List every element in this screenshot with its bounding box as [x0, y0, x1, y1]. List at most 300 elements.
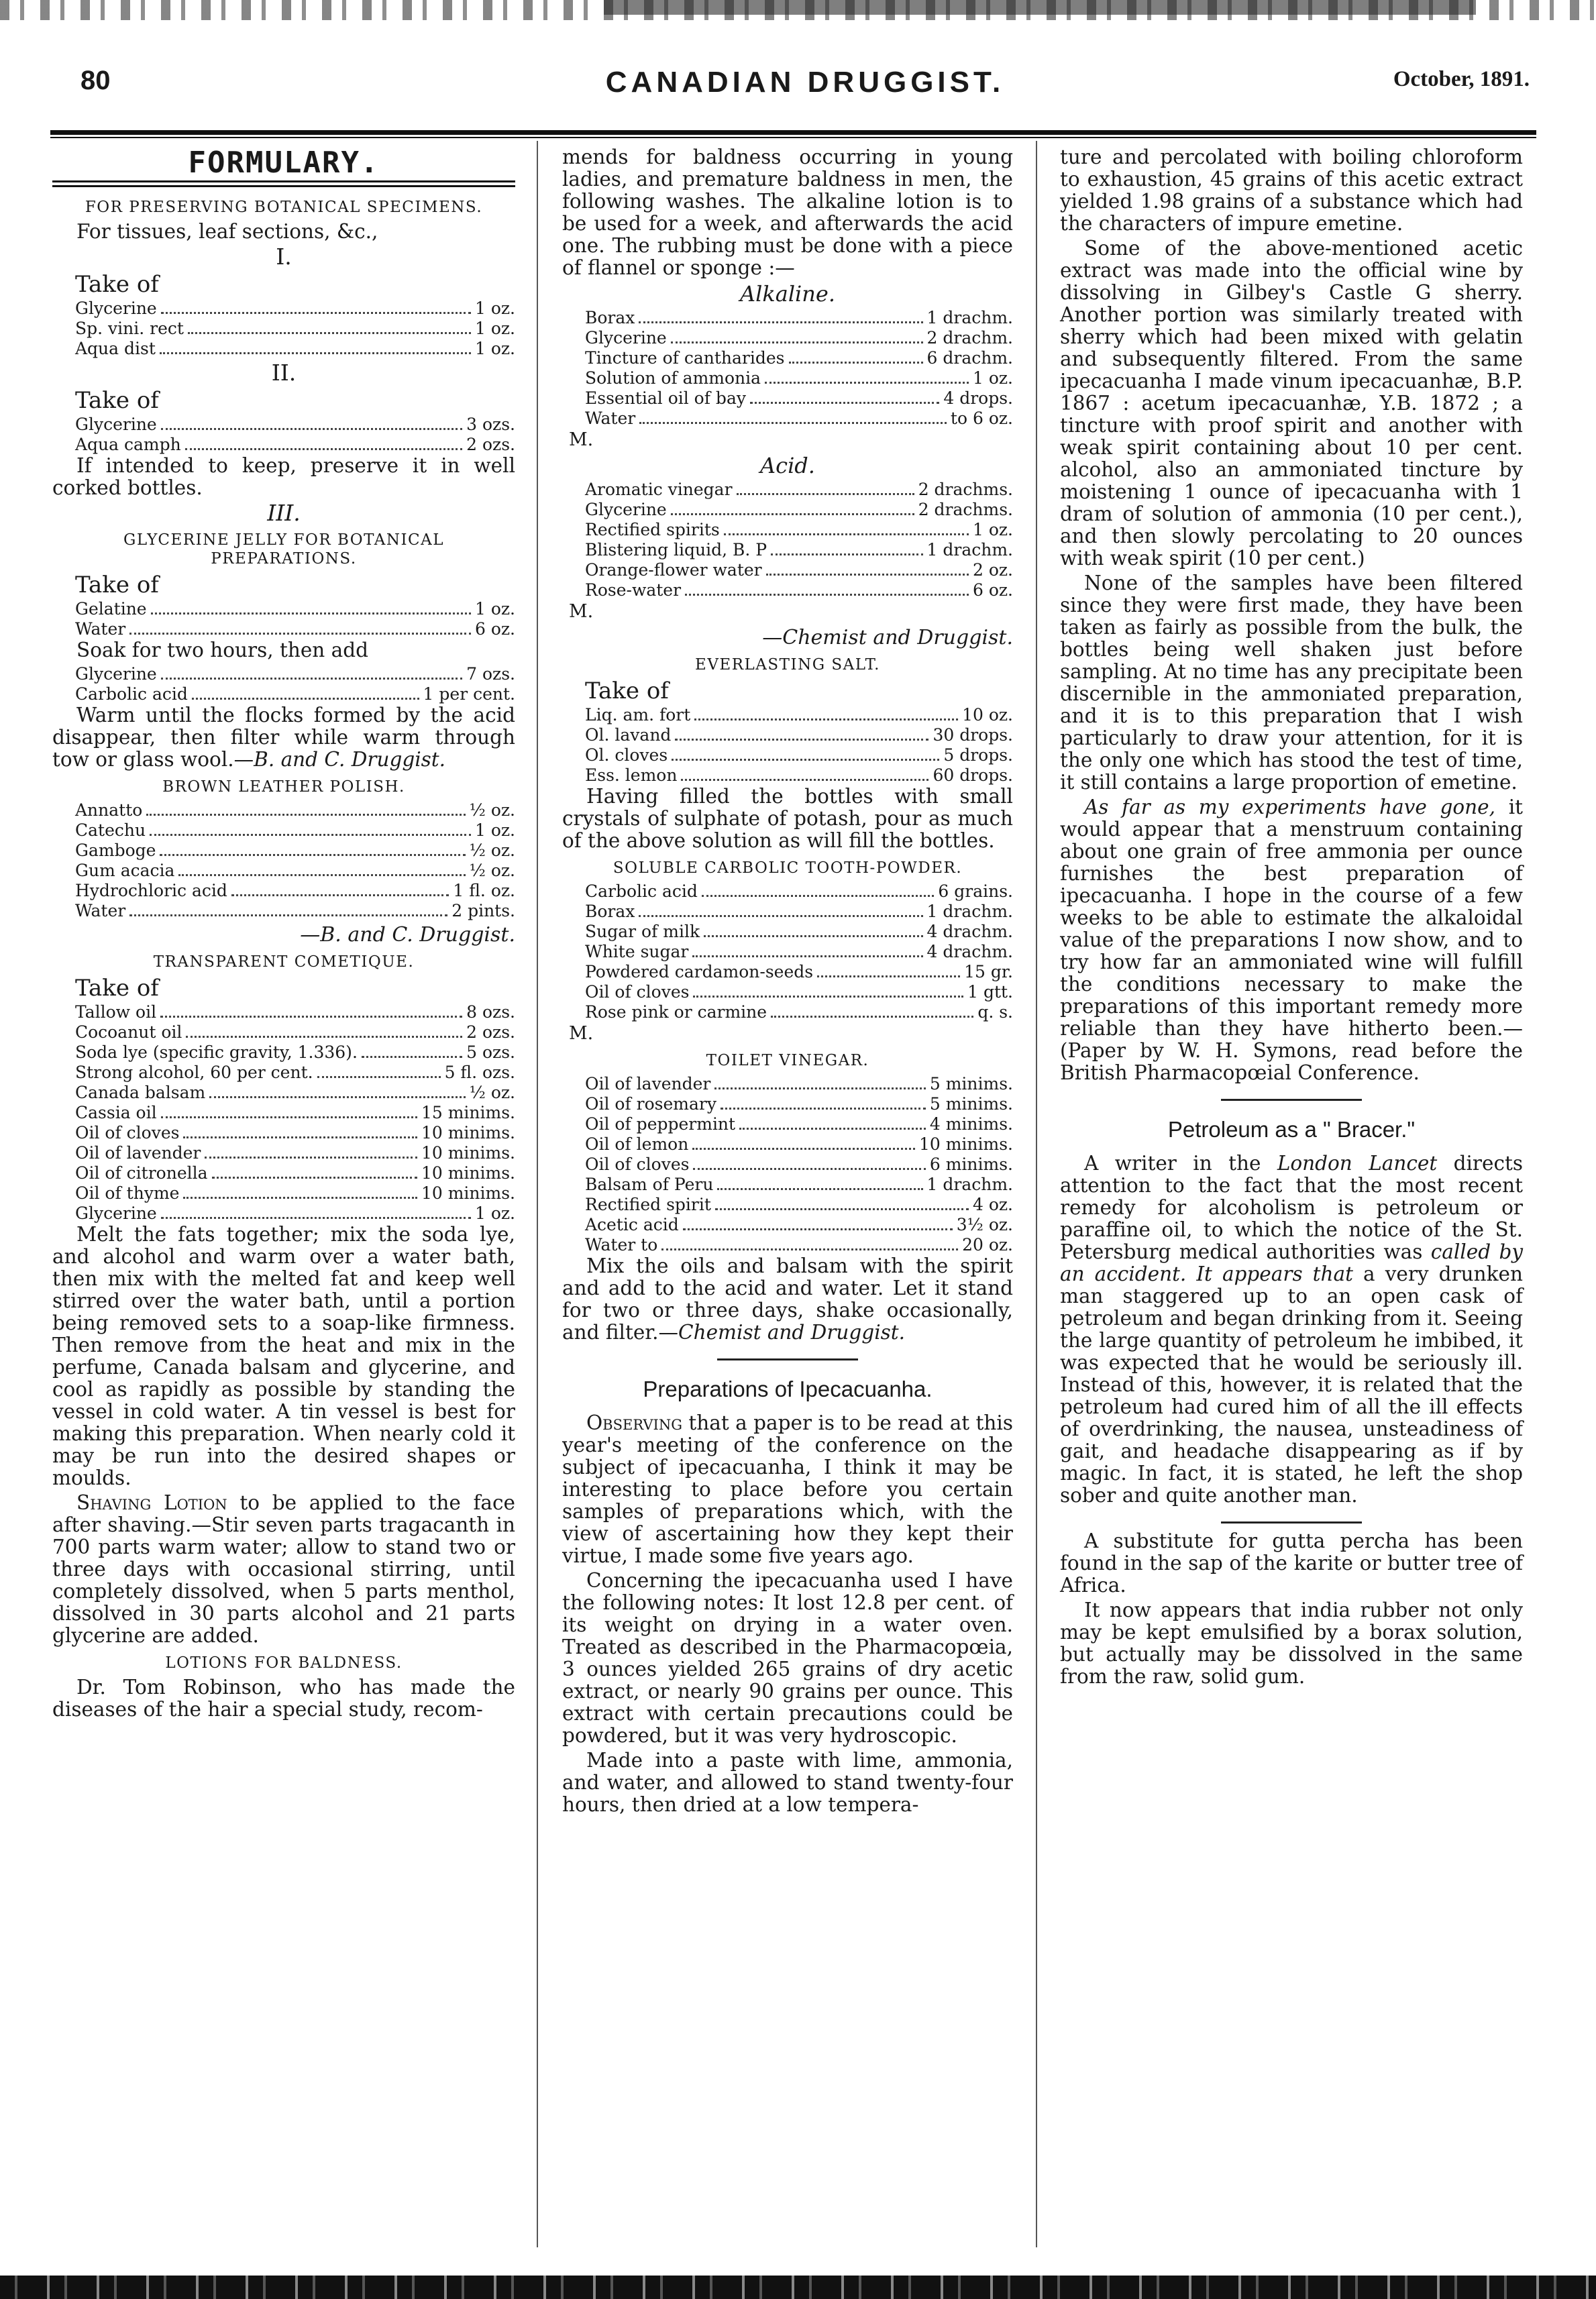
column-2 [562, 146, 1013, 1819]
text: A writer in the [1084, 1152, 1277, 1175]
ingredient-quantity: 20 oz. [962, 1235, 1013, 1254]
ingredient-quantity: 10 minims. [421, 1123, 515, 1142]
ingredient-row [585, 500, 1013, 520]
leader-dots [178, 874, 465, 876]
leader-dots [146, 814, 465, 816]
page-number: 80 [81, 66, 111, 95]
ingredient-quantity: q. s. [977, 1002, 1013, 1022]
paragraph: A substitute for gutta percha has been found in the sap of the karite or butter tree of Africa. [1060, 1530, 1523, 1597]
leader-dots [183, 1136, 417, 1138]
ingredient-quantity: ½ oz. [469, 1083, 515, 1102]
paragraph: Some of the above-mentioned acetic extract was made into the official wine by dissolving in Gilbey's Castle G sherry. Another portion was similarly treated with sherry which had been mixed with gelatin and subsequently filtered. From the same ipecacuanha I made vinum ipecacuanhæ, B.P. 1867 : acetum ipecacuanhæ, Y.B. 1872 ; a tincture with proof spirit and another with weak spirit containing about 10 per cent. alcohol, also an ammoniated tincture by moistening 1 ounce of ipecacuanha with 1 dram of solution of ammonia (10 per cent.), and then slowly percolating to 20 ounces with weak spirit (10 per cent.) [1060, 237, 1523, 570]
text: Mix the oils and balsam with the spirit and add to the acid and water. Let it stand for two or three days, shake occasionally, and filter.— [562, 1254, 1013, 1344]
paragraph: For tissues, leaf sections, &c., [76, 220, 378, 243]
ingredient-quantity: 60 drops. [933, 765, 1013, 785]
ingredient-name: Sp. vini. rect [75, 319, 184, 338]
ingredient-name: Powdered cardamon-seeds [585, 962, 814, 981]
ingredient-row [75, 684, 515, 704]
ingredient-name: Tincture of cantharides [585, 348, 785, 368]
paragraph: Soak for two hours, then add [76, 639, 369, 661]
paragraph [562, 1255, 1013, 1344]
issue-date: October, 1891. [1393, 67, 1530, 91]
ingredient-row [585, 308, 1013, 328]
ingredient-name: Canada balsam [75, 1083, 206, 1102]
ingredient-name: Glycerine [75, 299, 157, 318]
ingredient-row [585, 902, 1013, 922]
leader-dots [681, 779, 928, 781]
leader-dots [671, 513, 914, 515]
ingredient-name: Oil of lemon [585, 1134, 689, 1154]
ingredient-row [585, 745, 1013, 765]
ingredient-quantity: to 6 oz. [950, 409, 1013, 428]
divider [1221, 1099, 1362, 1101]
leader-dots [317, 1076, 441, 1078]
ingredient-quantity: 1 oz. [972, 520, 1013, 539]
ingredient-row [585, 922, 1013, 942]
leader-dots [183, 1197, 417, 1199]
leader-dots [672, 759, 939, 761]
ingredient-quantity: 1 drachm. [926, 540, 1013, 559]
ingredient-list [562, 881, 1013, 1022]
leader-dots [150, 834, 471, 836]
ingredient-quantity: 10 minims. [421, 1143, 515, 1163]
ingredient-quantity: 5 minims. [929, 1074, 1013, 1093]
ingredient-quantity: 4 minims. [929, 1114, 1013, 1134]
ingredient-name: Gum acacia [75, 861, 175, 880]
ingredient-name: Ol. cloves [585, 745, 668, 765]
leader-dots [683, 1228, 953, 1230]
leader-dots [212, 1177, 417, 1179]
ingredient-name: White sugar [585, 942, 689, 961]
double-rule [52, 180, 515, 187]
ingredient-quantity: ½ oz. [469, 800, 515, 820]
ingredient-quantity: 10 oz. [962, 705, 1013, 725]
ingredient-row [75, 1002, 515, 1022]
ingredient-name: Carbolic acid [585, 881, 698, 901]
leader-dots [161, 678, 462, 680]
text: a very drunken man staggered up to an open cask of petroleum and began drinking from it. Seeing the large quantity of petroleum he imbibed, it was expected that he would be seriously ill. Instead of this, however, it is related that the petroleum had cured him of all the ill effects of overdrinking, the nausea, unsteadiness of gait, and headache disappearing as if by magic. In fact, it is stated, he left the shop sober and quite another man. [1060, 1263, 1523, 1507]
ingredient-name: Oil of thyme [75, 1183, 180, 1203]
ingredient-row [585, 725, 1013, 745]
paragraph [52, 1492, 515, 1647]
ingredient-quantity: 1 gtt. [967, 982, 1013, 1002]
section-title: TRANSPARENT COMETIQUE. [153, 953, 415, 971]
paragraph: If intended to keep, preserve it in well corked bottles. [52, 454, 515, 499]
ingredient-row [585, 705, 1013, 725]
ingredient-name: Glycerine [75, 664, 157, 684]
paragraph: Concerning the ipecacuanha used I have the following notes: It lost 12.8 per cent. of its weight on drying in a water oven. Treated as described in the Pharmacopœia, 3 ounces yielded 265 grains of dry acetic extract, or nearly 90 grains per ounce. This extract with certain precautions could be powdered, but it was very hydroscopic. [562, 1569, 1013, 1747]
ingredient-quantity: 5 ozs. [466, 1042, 515, 1062]
section-title: EVERLASTING SALT. [695, 656, 880, 674]
leader-dots [129, 633, 471, 635]
leader-dots [694, 718, 958, 720]
ingredient-name: Liq. am. fort [585, 705, 691, 725]
ingredient-name: Oil of peppermint [585, 1114, 736, 1134]
ingredient-row [585, 1002, 1013, 1022]
ingredient-row [585, 580, 1013, 600]
leader-dots [161, 428, 462, 430]
ingredient-row [585, 348, 1013, 368]
ingredient-name: Ess. lemon [585, 765, 678, 785]
ingredient-row [585, 942, 1013, 962]
text: to be applied to the face after shaving.—Stir seven parts tragacanth in 700 parts warm water; allow to stand two or three days with occasional stirring, until completely dissolved, when 5 parts menthol, dissolved in 30 parts alcohol and 21 parts glycerine are added. [52, 1491, 515, 1647]
ingredient-row [75, 319, 515, 339]
text: that a paper is to be read at this year's meeting of the conference on the subject of ipecacuanha, I think it may be interesting to place before you certain samples of preparations which, with the view of ascertaining how they kept their virtue, I made some five years ago. [562, 1411, 1013, 1567]
ingredient-name: Rose pink or carmine [585, 1002, 767, 1022]
take-of: Take of [75, 387, 159, 414]
ingredient-row [585, 368, 1013, 388]
ingredient-name: Solution of ammonia [585, 368, 761, 388]
ingredient-row [585, 982, 1013, 1002]
header-rule [50, 130, 1536, 135]
ingredient-name: Orange-flower water [585, 560, 762, 580]
ingredient-name: Blistering liquid, B. P [585, 540, 767, 559]
ingredient-quantity: 30 drops. [933, 725, 1013, 745]
section-title: BROWN LEATHER POLISH. [162, 778, 405, 796]
leader-dots [693, 1168, 925, 1170]
ingredient-quantity: ½ oz. [469, 861, 515, 880]
ingredient-row [585, 328, 1013, 348]
ingredient-row [585, 1134, 1013, 1155]
leader-dots [231, 894, 449, 896]
ingredient-quantity: 2 oz. [972, 560, 1013, 580]
ingredient-row [585, 881, 1013, 902]
ingredient-row [585, 1155, 1013, 1175]
leader-dots [771, 553, 922, 555]
ingredient-quantity: 15 minims. [421, 1103, 515, 1122]
ingredient-name: Acetic acid [585, 1215, 679, 1234]
ingredient-quantity: 6 minims. [929, 1155, 1013, 1174]
header-rule-thin [50, 137, 1536, 138]
section-title: FOR PRESERVING BOTANICAL SPECIMENS. [85, 199, 483, 216]
ingredient-name: Rose-water [585, 580, 682, 600]
leader-dots [186, 1036, 462, 1038]
ingredient-name: Aromatic vinegar [585, 480, 733, 499]
ingredient-quantity: 5 drops. [943, 745, 1013, 765]
ingredient-quantity: 4 drachm. [926, 942, 1013, 961]
leader-dots [675, 739, 928, 741]
ingredient-name: Oil of citronella [75, 1163, 208, 1183]
ingredient-row [75, 299, 515, 319]
source-citation: —Chemist and Druggist. [762, 626, 1013, 649]
ingredient-row [75, 901, 515, 921]
ingredient-name: Carbolic acid [75, 684, 188, 704]
ingredient-row [585, 1094, 1013, 1114]
column-3 [1060, 146, 1523, 1691]
ingredient-name: Gamboge [75, 841, 156, 860]
paragraph: Melt the fats together; mix the soda lye, and alcohol and warm over a water bath, then mix with the melted fat and keep well stirred over the water bath, until a portion being removed sets to a soap-like firmness. Then remove from the heat and mix in the perfume, Canada balsam and glycerine, and cool as rapidly as possible by standing the vessel in cold water. A tin vessel is best for making this preparation. When nearly cold it may be run into the desired shapes or moulds. [52, 1223, 515, 1489]
ingredient-row [75, 1083, 515, 1103]
ingredient-row [585, 1175, 1013, 1195]
paragraph [52, 704, 515, 771]
take-of: Take of [75, 572, 159, 598]
divider [1221, 1521, 1362, 1523]
ingredient-quantity: 1 per cent. [423, 684, 515, 704]
ingredient-quantity: 15 gr. [964, 962, 1013, 981]
ingredient-quantity: 4 drachm. [926, 922, 1013, 941]
ingredient-quantity: 6 oz. [474, 619, 515, 639]
ingredient-row [75, 1183, 515, 1204]
ingredient-list [52, 800, 515, 921]
take-of: Take of [75, 271, 159, 298]
leader-dots [209, 1096, 465, 1098]
section-title: GLYCERINE JELLY FOR BOTANICAL PREPARATIONS. [123, 531, 445, 568]
leader-dots [704, 935, 922, 937]
ingredient-quantity: 2 pints. [451, 901, 515, 920]
ingredient-name: Oil of cloves [585, 982, 690, 1002]
leader-dots [151, 612, 471, 614]
leader-dots [739, 1128, 926, 1130]
ingredient-name: Gelatine [75, 599, 147, 619]
ingredient-name: Water [75, 901, 126, 920]
ingredient-row [75, 1103, 515, 1123]
ingredient-quantity: 3½ oz. [956, 1215, 1013, 1234]
leader-dots [717, 1188, 922, 1190]
ingredient-quantity: 6 oz. [972, 580, 1013, 600]
ingredient-name: Water [585, 409, 636, 428]
page-header [81, 66, 1530, 106]
ingredient-list [52, 415, 515, 455]
leader-dots [185, 448, 462, 450]
paragraph [562, 1412, 1013, 1567]
leader-dots [205, 1157, 417, 1159]
take-of: Take of [585, 678, 669, 704]
paragraph: Having filled the bottles with small crystals of sulphate of potash, pour as much of the above solution as will fill the bottles. [562, 785, 1013, 852]
ingredient-row [585, 388, 1013, 409]
ingredient-name: Oil of lavender [75, 1143, 201, 1163]
ingredient-row [585, 1114, 1013, 1134]
leader-dots [362, 1056, 462, 1058]
ingredient-name: Rectified spirit [585, 1195, 711, 1214]
ingredient-row [75, 861, 515, 881]
leader-dots [715, 1208, 969, 1210]
ingredient-row [585, 409, 1013, 429]
ingredient-name: Oil of cloves [75, 1123, 180, 1142]
ingredient-quantity: 2 drachms. [918, 500, 1013, 519]
ingredient-quantity: 1 drachm. [926, 902, 1013, 921]
ingredient-name: Glycerine [585, 328, 667, 347]
paragraph: Dr. Tom Robinson, who has made the diseases of the hair a special study, recom- [52, 1676, 515, 1721]
ingredient-quantity: 1 oz. [474, 319, 515, 338]
article-heading: Petroleum as a " Bracer." [1167, 1117, 1416, 1142]
ingredient-row [75, 619, 515, 639]
ingredient-quantity: 4 drops. [943, 388, 1013, 408]
lead-words: Observing [586, 1411, 683, 1434]
ingredient-quantity: 1 drachm. [926, 1175, 1013, 1194]
ingredient-name: Soda lye (specific gravity, 1.336). [75, 1042, 358, 1062]
misce-mark: M. [569, 1023, 594, 1044]
ingredient-name: Ol. lavand [585, 725, 672, 745]
ingredient-row [75, 841, 515, 861]
ingredient-row [585, 962, 1013, 982]
ingredient-name: Balsam of Peru [585, 1175, 714, 1194]
ingredient-quantity: ½ oz. [469, 841, 515, 860]
ingredient-name: Strong alcohol, 60 per cent. [75, 1063, 313, 1082]
take-of: Take of [75, 975, 159, 1002]
ingredient-quantity: 2 drachms. [918, 480, 1013, 499]
text: it would appear that a menstruum containing about one grain of free ammonia per ounce furnishes the best preparation of ipecacuanha. I hope in the course of a few weeks to be able to estimate the alkaloidal value of the preparations I now show, and to try how far an ammoniated wine will fulfill the conditions necessary to make the preparations of this important remedy more reliable than they have hitherto been.—(Paper by W. H. Symons, read before the British Pharmacopœial Conference. [1060, 796, 1523, 1084]
ingredient-row [75, 1042, 515, 1063]
divider [717, 1358, 858, 1360]
publication-title: CANADIAN DRUGGIST. [605, 66, 1005, 99]
ingredient-list [562, 1074, 1013, 1255]
leader-dots [192, 698, 419, 700]
ingredient-quantity: 1 oz. [474, 599, 515, 619]
misce-mark: M. [569, 601, 594, 622]
text: directs attention to the fact that the most recent remedy for alcoholism is petroleum or paraffine oil, to which the notice of the St. Petersburg medical authorities was [1060, 1152, 1524, 1263]
leader-dots [724, 533, 969, 535]
ingredient-quantity: 7 ozs. [466, 664, 515, 684]
leader-dots [765, 382, 969, 384]
leader-dots [639, 422, 947, 424]
ingredient-list [52, 299, 515, 359]
paragraph: None of the samples have been filtered since they were first made, they have been taken as fairly as possible from the bulk, the bottles being well shaken just before sampling. At no time has any precipitate been discernible in the ammoniated preparation, and it is to this preparation that I wish particularly to draw your attention, for it is the only one which has stood the test of time, it still contains a large proportion of emetine. [1060, 572, 1523, 794]
ingredient-row [585, 480, 1013, 500]
ingredient-name: Water [75, 619, 126, 639]
ingredient-row [75, 800, 515, 820]
ingredient-name: Rectified spirits [585, 520, 720, 539]
roman-numeral: III. [267, 500, 301, 526]
ingredient-quantity: 10 minims. [918, 1134, 1013, 1154]
ingredient-quantity: 1 drachm. [926, 308, 1013, 327]
ingredient-row [585, 1074, 1013, 1094]
ingredient-row [75, 599, 515, 619]
ingredient-quantity: 6 grains. [938, 881, 1013, 901]
ingredient-name: Oil of rosemary [585, 1094, 716, 1114]
ingredient-quantity: 2 ozs. [466, 1022, 515, 1042]
ingredient-quantity: 10 minims. [421, 1183, 515, 1203]
ingredient-row [75, 820, 515, 841]
column-divider-1 [537, 141, 538, 2247]
paragraph: ture and percolated with boiling chloroform to exhaustion, 45 grains of this acetic extract yielded 1.98 grains of a substance which had the characters of impure emetine. [1060, 146, 1523, 235]
ingredient-name: Glycerine [75, 415, 157, 434]
leader-dots [188, 332, 471, 334]
leader-dots [817, 975, 960, 977]
ingredient-name: Borax [585, 902, 635, 921]
roman-numeral: II. [271, 360, 297, 386]
paragraph: Made into a paste with lime, ammonia, and water, and allowed to stand twenty-four hours, then dried at a low tempera- [562, 1749, 1013, 1816]
leader-dots [161, 1116, 417, 1118]
leader-dots [639, 915, 922, 917]
ingredient-quantity: 10 minims. [421, 1163, 515, 1183]
ingredient-list [562, 480, 1013, 600]
ingredient-quantity: 2 drachm. [926, 328, 1013, 347]
formulary-heading: FORMULARY. [188, 146, 380, 180]
ingredient-quantity: 1 oz. [474, 820, 515, 840]
leader-dots [771, 1016, 973, 1018]
leader-dots [160, 854, 465, 856]
section-title: TOILET VINEGAR. [706, 1052, 869, 1069]
ingredient-quantity: 2 ozs. [466, 435, 515, 454]
leader-dots [693, 996, 963, 998]
ingredient-row [585, 1195, 1013, 1215]
leader-dots [161, 1217, 471, 1219]
ingredient-row [75, 339, 515, 359]
ingredient-row [585, 1215, 1013, 1235]
ingredient-row [75, 881, 515, 901]
ingredient-list [52, 599, 515, 639]
column-1 [52, 146, 515, 1723]
top-scan-shadow [604, 0, 1476, 15]
leader-dots [750, 402, 939, 404]
leader-dots [737, 493, 914, 495]
ingredient-quantity: 5 fl. ozs. [444, 1063, 515, 1082]
leader-dots [766, 574, 969, 576]
text: Warm until the flocks formed by the acid disappear, then filter while warm through tow or glass wool.— [52, 704, 515, 771]
ingredient-row [75, 415, 515, 435]
ingredient-list [562, 705, 1013, 786]
ingredient-list [52, 1002, 515, 1224]
ingredient-quantity: 1 oz. [474, 339, 515, 358]
source-citation: Chemist and Druggist. [678, 1321, 905, 1344]
ingredient-list [52, 664, 515, 704]
ingredient-name: Borax [585, 308, 635, 327]
ingredient-name: Aqua dist [75, 339, 156, 358]
ingredient-name: Water to [585, 1235, 658, 1254]
paragraph: mends for baldness occurring in young ladies, and premature baldness in men, the following washes. The alkaline lotion is to be used for a week, and afterwards the acid one. The rubbing must be done with a piece of flannel or sponge :— [562, 146, 1013, 279]
article-heading: Preparations of Ipecacuanha. [643, 1377, 933, 1401]
bottom-scan-edge [0, 2276, 1596, 2299]
roman-numeral: I. [276, 244, 292, 270]
ingredient-row [75, 664, 515, 684]
ingredient-name: Catechu [75, 820, 146, 840]
ingredient-row [585, 765, 1013, 786]
leader-dots [639, 321, 922, 323]
leader-dots [789, 362, 923, 364]
ingredient-name: Glycerine [75, 1204, 157, 1223]
italic-text: called by an accident. It appears that [1060, 1240, 1524, 1285]
ingredient-quantity: 4 oz. [972, 1195, 1013, 1214]
ingredient-row [75, 435, 515, 455]
ingredient-row [75, 1204, 515, 1224]
ingredient-quantity: 3 ozs. [466, 415, 515, 434]
ingredient-row [585, 520, 1013, 540]
paragraph: It now appears that india rubber not only may be kept emulsified by a borax solution, but actually may be dissolved in the same from the raw, solid gum. [1060, 1599, 1523, 1688]
ingredient-row [75, 1143, 515, 1163]
leader-dots [671, 341, 923, 343]
source-citation: —B. and C. Druggist. [300, 923, 515, 947]
ingredient-quantity: 6 drachm. [926, 348, 1013, 368]
ingredient-name: Oil of cloves [585, 1155, 690, 1174]
subheading: Alkaline. [740, 281, 835, 307]
ingredient-row [585, 1235, 1013, 1255]
leader-dots [129, 914, 447, 916]
leader-dots [692, 955, 922, 957]
leader-dots [160, 1016, 462, 1018]
leader-dots [685, 594, 969, 596]
leader-dots [692, 1148, 915, 1150]
leader-dots [721, 1108, 926, 1110]
ingredient-name: Cassia oil [75, 1103, 157, 1122]
ingredient-quantity: 8 ozs. [466, 1002, 515, 1022]
source-citation: London Lancet [1277, 1152, 1438, 1175]
ingredient-name: Essential oil of bay [585, 388, 746, 408]
ingredient-quantity: 1 oz. [474, 299, 515, 318]
ingredient-name: Cocoanut oil [75, 1022, 182, 1042]
ingredient-quantity: 5 minims. [929, 1094, 1013, 1114]
paragraph [1060, 1153, 1523, 1507]
ingredient-row [75, 1123, 515, 1143]
ingredient-name: Hydrochloric acid [75, 881, 227, 900]
ingredient-name: Oil of lavender [585, 1074, 711, 1093]
italic-text: As far as my experiments have gone, [1084, 796, 1496, 818]
column-divider-2 [1036, 141, 1037, 2247]
lead-words: Shaving Lotion [76, 1491, 227, 1514]
ingredient-row [585, 540, 1013, 560]
ingredient-name: Annatto [75, 800, 143, 820]
leader-dots [161, 312, 471, 314]
ingredient-row [75, 1063, 515, 1083]
